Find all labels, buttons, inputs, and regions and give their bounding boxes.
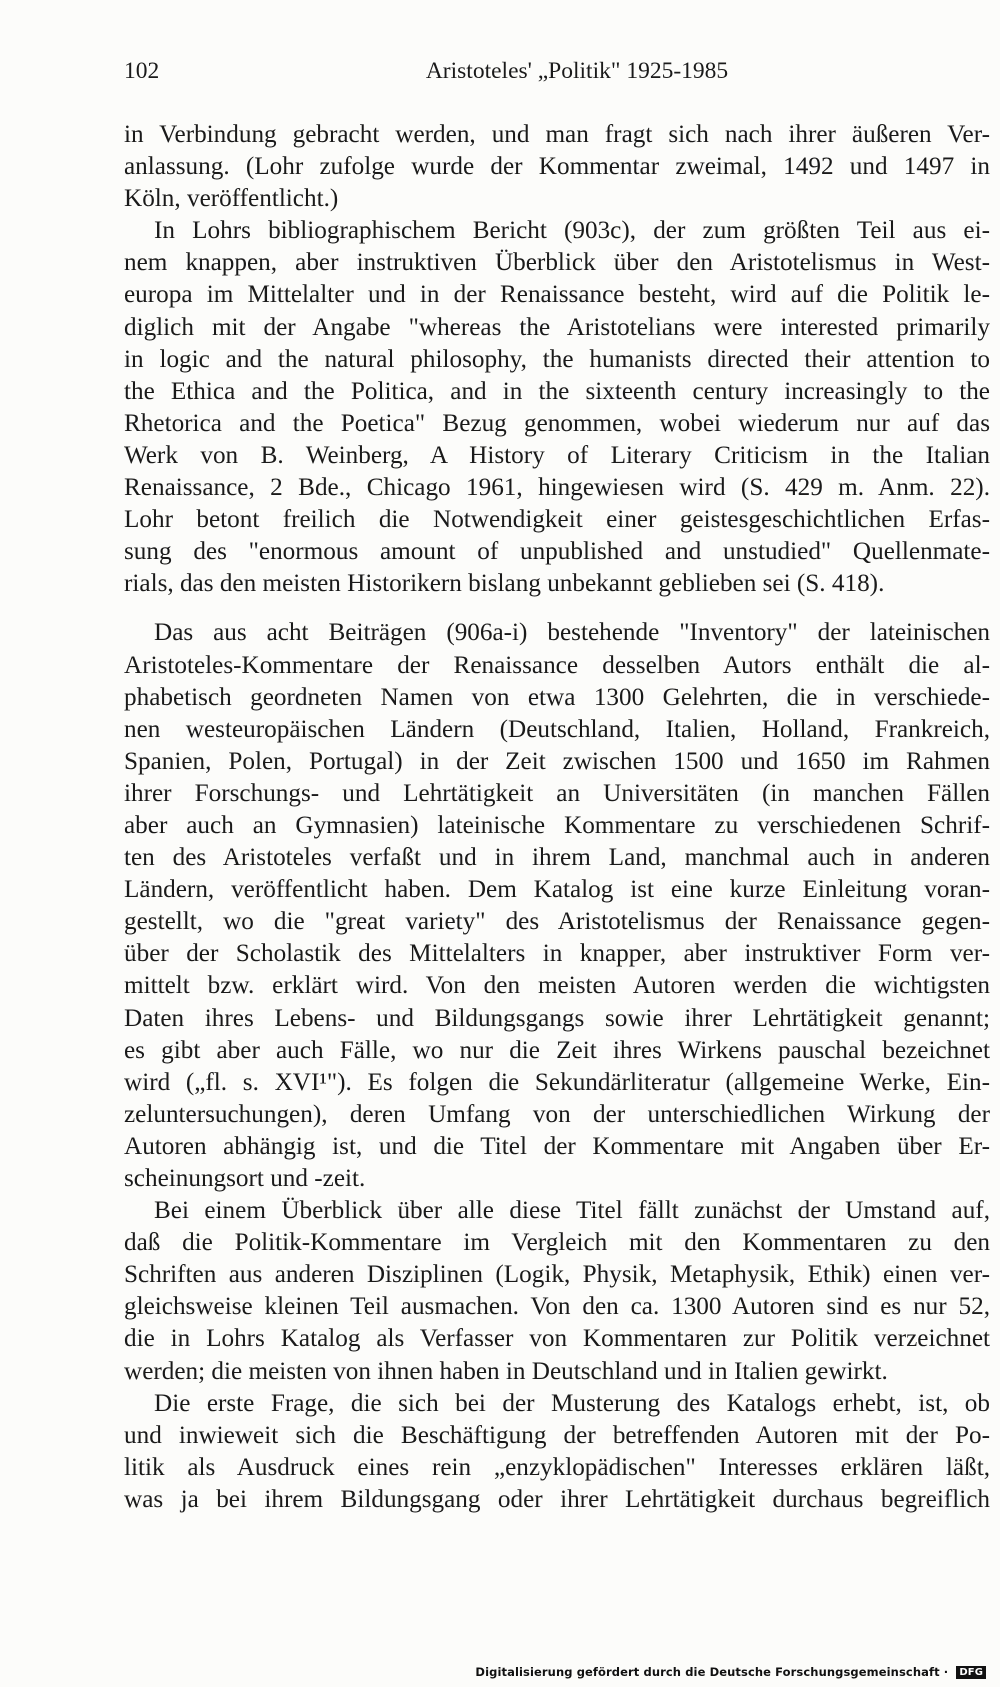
digitization-credit [475, 1665, 986, 1679]
text-line: Lohr betont freilich die Notwendigkeit einer geistesgeschichtlichen Erfas- [124, 506, 990, 534]
text-line: gleichsweise kleinen Teil ausmachen. Von den ca. 1300 Autoren sind es nur 52, [124, 1293, 990, 1321]
text-line: über der Scholastik des Mittelalters in knapper, aber instruktiver Form ver- [124, 940, 990, 968]
body-text [124, 119, 990, 1516]
paragraph-continuation [124, 119, 990, 215]
text-line: anlassung. (Lohr zufolge wurde der Kommentar zweimal, 1492 und 1497 in [124, 153, 990, 181]
paragraph-first-question [124, 1388, 990, 1516]
text-line: daß die Politik-Kommentare im Vergleich mit den Kommentaren zu den [124, 1229, 990, 1257]
text-line: die in Lohrs Katalog als Verfasser von Kommentaren zur Politik verzeichnet [124, 1325, 990, 1353]
text-line: Bei einem Überblick über alle diese Titel fällt zunächst der Umstand auf, [154, 1197, 990, 1225]
text-line: zeluntersuchungen), deren Umfang von der unterschiedlichen Wirkung der [124, 1100, 990, 1128]
text-line: Das aus acht Beiträgen (906a-i) bestehende "Inventory" der lateinischen [154, 619, 990, 647]
text-line: gestellt, wo die "great variety" des Aristotelismus der Renaissance gegen- [124, 908, 990, 936]
text-line: Rhetorica and the Poetica" Bezug genommen, wobei wiederum nur auf das [124, 409, 990, 437]
text-line: wird („fl. s. XVI¹"). Es folgen die Sekundärliteratur (allgemeine Werke, Ein- [124, 1068, 990, 1096]
text-line: in logic and the natural philosophy, the humanists directed their attention to [124, 345, 990, 373]
text-line: in Verbindung gebracht werden, und man fragt sich nach ihrer äußeren Ver- [124, 121, 990, 148]
text-line: Daten ihres Lebens- und Bildungsgangs sowie ihrer Lehrtätigkeit genannt; [124, 1004, 990, 1032]
text-line: Autoren abhängig ist, und die Titel der Kommentare mit Angaben über Er- [124, 1132, 990, 1160]
paragraph-overview [124, 1195, 990, 1388]
dfg-logo: DFG [956, 1666, 986, 1679]
text-line: werden; die meisten von ihnen haben in Deutschland und in Italien gewirkt. [124, 1357, 888, 1385]
text-line: mittelt bzw. erklärt wird. Von den meisten Autoren werden die wichtigsten [124, 972, 990, 1000]
text-line: Werk von B. Weinberg, A History of Literary Criticism in the Italian [124, 441, 990, 469]
text-line: Köln, veröffentlicht.) [124, 185, 339, 213]
page-number: 102 [124, 58, 160, 84]
text-line: Spanien, Polen, Portugal) in der Zeit zwischen 1500 und 1650 im Rahmen [124, 747, 990, 775]
text-line: aber auch an Gymnasien) lateinische Kommentare zu verschiedenen Schrif- [124, 811, 990, 839]
text-line: europa im Mittelalter und in der Renaissance besteht, wird auf die Politik le- [124, 281, 990, 309]
text-line: Aristoteles-Kommentare der Renaissance desselben Autors enthält die al- [124, 651, 990, 679]
text-line: sung des "enormous amount of unpublished and unstudied" Quellenmate- [124, 538, 990, 566]
text-line: und inwieweit sich die Beschäftigung der betreffenden Autoren mit der Po- [124, 1421, 990, 1449]
text-line: es gibt aber auch Fälle, wo nur die Zeit ihres Wirkens pauschal bezeichnet [124, 1036, 990, 1064]
text-line: Renaissance, 2 Bde., Chicago 1961, hingewiesen wird (S. 429 m. Anm. 22). [124, 474, 990, 502]
text-line: phabetisch geordneten Namen von etwa 1300 Gelehrten, die in verschiede- [124, 683, 990, 711]
text-line: rials, das den meisten Historikern bislang unbekannt geblieben sei (S. 418). [124, 570, 885, 598]
text-line: nem knappen, aber instruktiven Überblick über den Aristotelismus in West- [124, 249, 990, 277]
text-line: the Ethica and the Politica, and in the sixteenth century increasingly to the [124, 377, 990, 405]
text-line: In Lohrs bibliographischem Bericht (903c), der zum größten Teil aus ei- [154, 217, 990, 245]
text-line: litik als Ausdruck eines rein „enzyklopädischen" Interesses erklären läßt, [124, 1453, 990, 1481]
text-line: diglich mit der Angabe "whereas the Aristotelians were interested primarily [124, 313, 990, 341]
paragraph-lohr-report [124, 215, 990, 600]
paragraph-inventory [124, 617, 990, 1195]
text-line: Ländern, veröffentlicht haben. Dem Katalog ist eine kurze Einleitung voran- [124, 876, 990, 904]
text-line: Schriften aus anderen Disziplinen (Logik, Physik, Metaphysik, Ethik) einen ver- [124, 1261, 990, 1289]
running-head [124, 58, 990, 92]
running-title: Aristoteles' „Politik" 1925-1985 [425, 58, 729, 84]
text-line: was ja bei ihrem Bildungsgang oder ihrer Lehrtätigkeit durchaus begreiflich [124, 1485, 990, 1513]
text-line: ihrer Forschungs- und Lehrtätigkeit an Universitäten (in manchen Fällen [124, 779, 990, 807]
text-line: Die erste Frage, die sich bei der Musterung des Katalogs erhebt, ist, ob [154, 1389, 990, 1417]
text-line: nen westeuropäischen Ländern (Deutschland, Italien, Holland, Frankreich, [124, 715, 990, 743]
text-line: ten des Aristoteles verfaßt und in ihrem Land, manchmal auch in anderen [124, 844, 990, 872]
digitization-credit-text: Digitalisierung gefördert durch die Deutsche Forschungsgemeinschaft · [475, 1665, 949, 1679]
text-line: scheinungsort und -zeit. [124, 1165, 366, 1192]
